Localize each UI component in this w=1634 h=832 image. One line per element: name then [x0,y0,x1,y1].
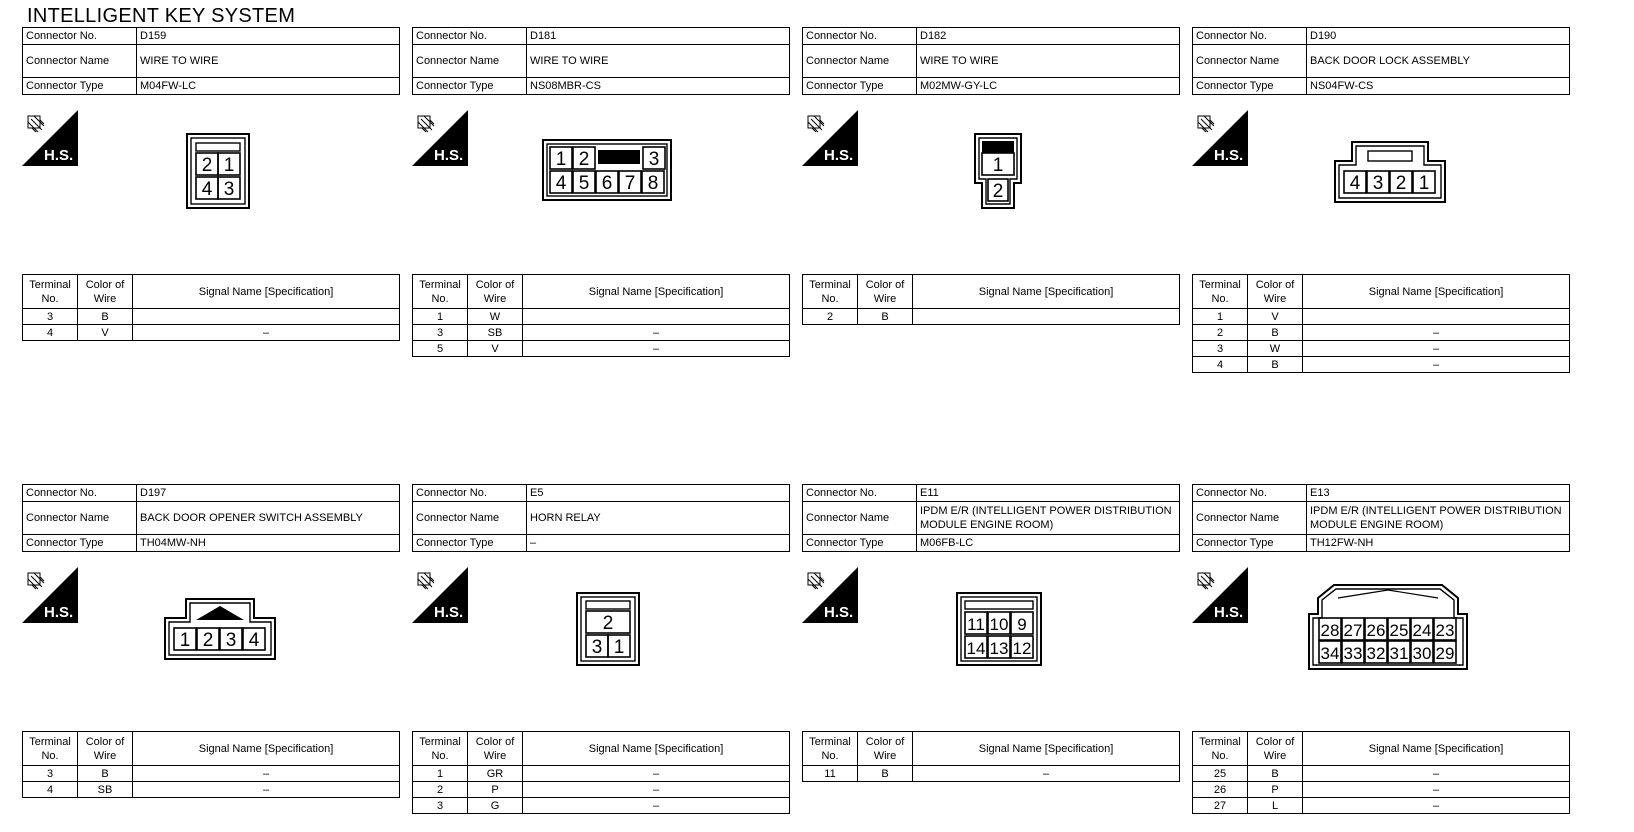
terminal-row [23,325,400,341]
terminal-row [413,325,790,341]
signal-name-cell: – [523,766,790,782]
terminal-no-cell: 2 [413,782,468,798]
terminal-no-cell: 3 [23,309,78,325]
color-of-wire-header: Color of Wire [858,732,913,766]
connector-no-label: Connector No. [413,485,527,502]
terminal-no-header: Terminal No. [803,732,858,766]
connector-type-value: M04FW-LC [137,78,400,95]
wire-color-cell: V [468,341,523,357]
signal-name-cell: – [133,782,400,798]
pin-number: 3 [591,637,603,658]
pin-number: 3 [225,630,237,651]
pin-number: 27 [1343,621,1363,640]
wire-color-cell: G [468,798,523,814]
wire-color-cell: B [1248,325,1303,341]
connector-header-table [1192,484,1570,552]
terminal-no-header: Terminal No. [1193,732,1248,766]
connector-no-label: Connector No. [23,485,137,502]
connector-face-diagram [1334,141,1446,203]
pin-number: 3 [1372,173,1384,194]
connector-name-value: HORN RELAY [527,502,790,535]
connector-header-table [22,27,400,95]
terminal-no-cell: 27 [1193,798,1248,814]
connector-name-label: Connector Name [1193,45,1307,78]
terminal-no-header: Terminal No. [803,275,858,309]
terminal-no-cell: 3 [413,325,468,341]
color-of-wire-header: Color of Wire [468,275,523,309]
harness-side-icon [1192,110,1248,166]
color-of-wire-header: Color of Wire [858,275,913,309]
signal-name-cell: – [1303,325,1570,341]
pin-number: 28 [1320,621,1340,640]
wire-color-cell: P [468,782,523,798]
connector-name-value: BACK DOOR OPENER SWITCH ASSEMBLY [137,502,400,535]
connector-name-label: Connector Name [803,502,917,535]
connector-header-table [22,484,400,552]
connector-name-value: IPDM E/R (INTELLIGENT POWER DISTRIBUTION MODULE ENGINE ROOM) [1307,502,1570,535]
pin-number: 1 [179,630,191,651]
wire-color-cell: P [1248,782,1303,798]
terminal-no-cell: 5 [413,341,468,357]
page-title: INTELLIGENT KEY SYSTEM [27,5,296,27]
pin-number: 2 [1395,173,1407,194]
harness-side-icon [22,567,78,623]
wire-color-cell: GR [468,766,523,782]
signal-name-cell: – [523,798,790,814]
connector-face-diagram [1308,584,1468,670]
terminal-no-cell: 4 [1193,357,1248,373]
pin-number: 33 [1343,644,1363,663]
terminal-row [1193,357,1570,373]
connector-header-table [1192,27,1570,95]
wire-color-cell: SB [468,325,523,341]
connector-no-value: E13 [1307,485,1570,502]
connector-header-table [412,484,790,552]
signal-name-cell [1303,309,1570,325]
signal-name-cell: – [133,325,400,341]
pin-number: 26 [1366,621,1386,640]
signal-name-cell: – [1303,782,1570,798]
pin-number: 4 [555,173,567,194]
pin-number: 3 [223,179,235,200]
harness-side-icon [412,567,468,623]
terminal-row [413,782,790,798]
signal-name-cell [913,309,1180,325]
connector-name-label: Connector Name [413,45,527,78]
connector-no-label: Connector No. [1193,28,1307,45]
terminal-row [23,309,400,325]
connector-no-value: D190 [1307,28,1570,45]
pin-number: 8 [647,173,659,194]
wire-color-cell: W [1248,341,1303,357]
harness-side-icon [22,110,78,166]
connector-no-value: D182 [917,28,1180,45]
connector-no-value: D181 [527,28,790,45]
connector-type-value: M06FB-LC [917,535,1180,552]
connector-panel-d182 [802,27,1180,337]
pin-number: 2 [992,181,1004,202]
connector-type-label: Connector Type [23,78,137,95]
terminal-row [23,782,400,798]
terminal-table [22,274,400,341]
terminal-no-cell: 4 [23,325,78,341]
pin-number: 14 [966,639,986,658]
terminal-no-cell: 11 [803,766,858,782]
pin-number: 11 [967,615,985,634]
harness-side-icon [412,110,468,166]
terminal-row [1193,782,1570,798]
connector-panel-e11 [802,484,1180,794]
terminal-no-cell: 3 [23,766,78,782]
hs-badge-text: H.S. [1214,604,1244,621]
wire-color-cell: V [1248,309,1303,325]
signal-name-cell: – [133,766,400,782]
signal-name-cell: – [1303,357,1570,373]
connector-name-label: Connector Name [23,502,137,535]
pin-number: 1 [555,149,567,170]
terminal-no-cell: 1 [413,766,468,782]
connector-panel-d181 [412,27,790,355]
connector-no-label: Connector No. [803,485,917,502]
terminal-no-cell: 25 [1193,766,1248,782]
pin-number: 2 [201,155,213,176]
signal-name-cell [523,309,790,325]
connector-header-table [802,484,1180,552]
hs-badge-text: H.S. [44,604,74,621]
pin-number: 4 [201,179,213,200]
terminal-no-header: Terminal No. [413,275,468,309]
hs-badge-text: H.S. [434,147,464,164]
connector-no-value: D159 [137,28,400,45]
hs-badge-text: H.S. [44,147,74,164]
connector-name-value: IPDM E/R (INTELLIGENT POWER DISTRIBUTION MODULE ENGINE ROOM) [917,502,1180,535]
wire-color-cell: V [78,325,133,341]
terminal-row [413,798,790,814]
connector-type-value: – [527,535,790,552]
connector-face-diagram [974,133,1022,209]
color-of-wire-header: Color of Wire [468,732,523,766]
pin-number: 2 [578,149,590,170]
hs-badge-text: H.S. [434,604,464,621]
pin-number: 30 [1412,644,1432,663]
terminal-table [412,274,790,357]
signal-name-cell: – [1303,341,1570,357]
color-of-wire-header: Color of Wire [1248,732,1303,766]
terminal-table [802,731,1180,782]
connector-face-diagram [956,592,1042,666]
connector-face-diagram [542,139,672,201]
hs-badge-text: H.S. [824,604,854,621]
connector-no-label: Connector No. [23,28,137,45]
pin-number: 4 [248,630,260,651]
wire-color-cell: B [78,309,133,325]
connector-name-label: Connector Name [1193,502,1307,535]
terminal-no-cell: 3 [413,798,468,814]
signal-name-cell: – [523,325,790,341]
pin-number: 29 [1435,644,1455,663]
pin-number: 5 [578,173,590,194]
connector-no-value: D197 [137,485,400,502]
connector-type-label: Connector Type [1193,78,1307,95]
connector-type-label: Connector Type [413,78,527,95]
connector-header-table [802,27,1180,95]
terminal-row [1193,325,1570,341]
terminal-table [1192,731,1570,814]
connector-panel-d190 [1192,27,1570,371]
connector-type-label: Connector Type [1193,535,1307,552]
connector-type-value: M02MW-GY-LC [917,78,1180,95]
terminal-no-header: Terminal No. [1193,275,1248,309]
pin-number: 12 [1012,639,1032,658]
signal-name-cell: – [523,341,790,357]
connector-no-value: E5 [527,485,790,502]
pin-number: 1 [1418,173,1430,194]
connector-header-table [412,27,790,95]
pin-number: 6 [601,173,613,194]
terminal-row [413,341,790,357]
signal-name-cell: – [913,766,1180,782]
harness-side-icon [1192,567,1248,623]
terminal-no-header: Terminal No. [23,732,78,766]
terminal-row [413,766,790,782]
connector-name-value: WIRE TO WIRE [917,45,1180,78]
terminal-row [803,309,1180,325]
signal-name-cell: – [1303,766,1570,782]
wire-color-cell: B [858,309,913,325]
connector-panel-e5 [412,484,790,812]
signal-name-cell: – [523,782,790,798]
terminal-no-cell: 4 [23,782,78,798]
connector-type-label: Connector Type [23,535,137,552]
signal-name-header: Signal Name [Specification] [1303,732,1570,766]
terminal-table [802,274,1180,325]
connector-name-value: BACK DOOR LOCK ASSEMBLY [1307,45,1570,78]
pin-number: 32 [1366,644,1386,663]
signal-name-header: Signal Name [Specification] [523,275,790,309]
pin-number: 1 [223,155,235,176]
connector-no-label: Connector No. [803,28,917,45]
pin-number: 34 [1320,644,1340,663]
connector-face-diagram [164,598,276,660]
wire-color-cell: B [78,766,133,782]
connector-face-diagram [186,133,250,209]
pin-number: 3 [648,149,660,170]
terminal-row [1193,798,1570,814]
terminal-row [803,766,1180,782]
connector-type-label: Connector Type [803,78,917,95]
terminal-no-cell: 3 [1193,341,1248,357]
terminal-no-cell: 2 [803,309,858,325]
wire-color-cell: L [1248,798,1303,814]
terminal-no-cell: 2 [1193,325,1248,341]
signal-name-header: Signal Name [Specification] [913,732,1180,766]
connector-name-label: Connector Name [23,45,137,78]
terminal-row [413,309,790,325]
pin-number: 24 [1412,621,1432,640]
connector-name-label: Connector Name [803,45,917,78]
terminal-no-cell: 1 [1193,309,1248,325]
terminal-table [412,731,790,814]
terminal-no-header: Terminal No. [413,732,468,766]
pin-number: 23 [1435,621,1455,640]
connector-no-label: Connector No. [1193,485,1307,502]
terminal-row [1193,766,1570,782]
connector-panel-d159 [22,27,400,337]
terminal-row [23,766,400,782]
color-of-wire-header: Color of Wire [78,732,133,766]
wire-color-cell: W [468,309,523,325]
harness-side-icon [802,567,858,623]
signal-name-cell: – [1303,798,1570,814]
pin-number: 31 [1389,644,1409,663]
wire-color-cell: B [1248,357,1303,373]
color-of-wire-header: Color of Wire [78,275,133,309]
signal-name-header: Signal Name [Specification] [1303,275,1570,309]
hs-badge-text: H.S. [824,147,854,164]
pin-number: 9 [1017,615,1027,634]
pin-number: 7 [624,173,636,194]
connector-type-label: Connector Type [413,535,527,552]
harness-side-icon [802,110,858,166]
pin-number: 1 [992,155,1004,176]
pin-number: 10 [989,615,1009,634]
pin-number: 2 [202,630,214,651]
connector-face-diagram [576,592,640,666]
signal-name-header: Signal Name [Specification] [133,275,400,309]
connector-no-label: Connector No. [413,28,527,45]
terminal-no-cell: 26 [1193,782,1248,798]
connector-type-value: TH12FW-NH [1307,535,1570,552]
signal-name-header: Signal Name [Specification] [523,732,790,766]
connector-type-label: Connector Type [803,535,917,552]
connector-name-value: WIRE TO WIRE [137,45,400,78]
pin-number: 2 [602,613,614,634]
wire-color-cell: SB [78,782,133,798]
connector-panel-e13 [1192,484,1570,812]
terminal-table [22,731,400,798]
connector-type-value: TH04MW-NH [137,535,400,552]
color-of-wire-header: Color of Wire [1248,275,1303,309]
connector-name-value: WIRE TO WIRE [527,45,790,78]
signal-name-cell [133,309,400,325]
wire-color-cell: B [1248,766,1303,782]
pin-number: 1 [613,637,625,658]
pin-number: 4 [1349,173,1361,194]
hs-badge-text: H.S. [1214,147,1244,164]
terminal-row [1193,341,1570,357]
signal-name-header: Signal Name [Specification] [133,732,400,766]
connector-name-label: Connector Name [413,502,527,535]
wire-color-cell: B [858,766,913,782]
connector-no-value: E11 [917,485,1180,502]
terminal-row [1193,309,1570,325]
connector-type-value: NS08MBR-CS [527,78,790,95]
terminal-table [1192,274,1570,373]
signal-name-header: Signal Name [Specification] [913,275,1180,309]
pin-number: 13 [989,639,1009,658]
connector-panel-d197 [22,484,400,794]
terminal-no-cell: 1 [413,309,468,325]
pin-number: 25 [1389,621,1409,640]
connector-type-value: NS04FW-CS [1307,78,1570,95]
terminal-no-header: Terminal No. [23,275,78,309]
